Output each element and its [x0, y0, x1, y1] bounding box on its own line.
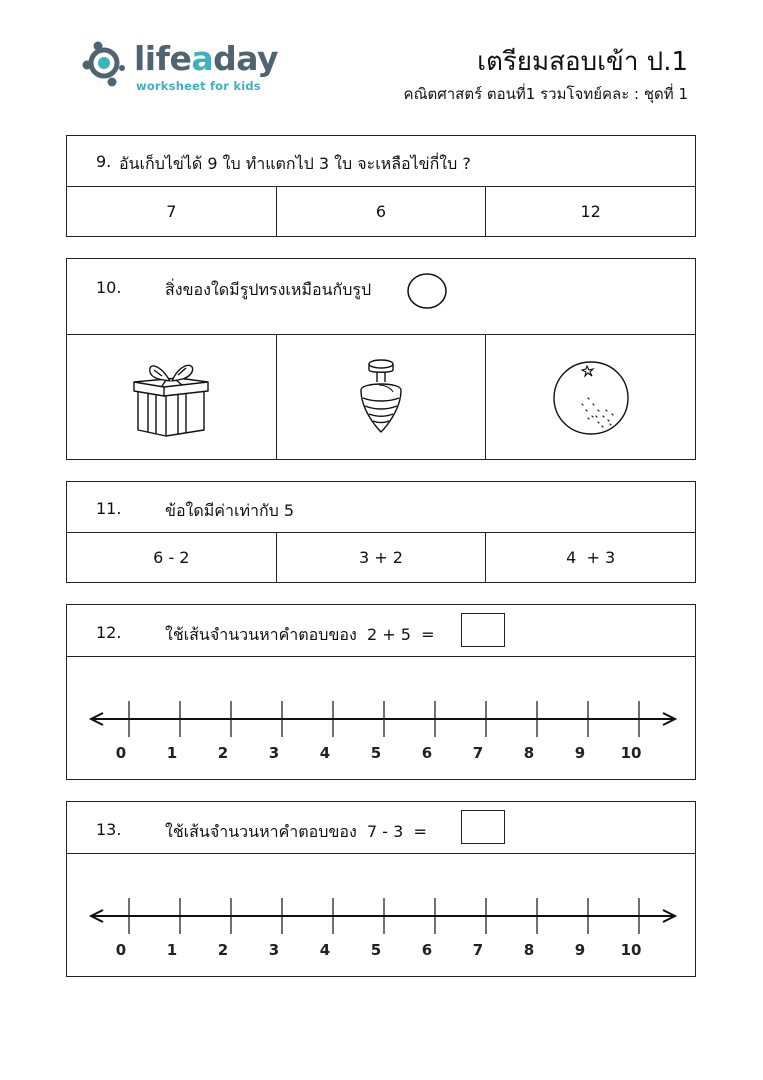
choice-c[interactable]: 4 + 3 — [485, 533, 695, 582]
tick-label: 2 — [217, 744, 229, 762]
question-text: ใช้เส้นจำนวนหาคำตอบของ 2 + 5 = — [165, 625, 435, 644]
question-text: สิ่งของใดมีรูปทรงเหมือนกับรูป — [165, 280, 372, 299]
number-line — [67, 854, 695, 976]
gift-box-icon — [126, 354, 216, 440]
tick-label: 9 — [574, 744, 586, 762]
tick-label: 6 — [421, 744, 433, 762]
tick-label: 6 — [421, 941, 433, 959]
choice-c[interactable]: 12 — [485, 187, 695, 236]
logo-wordmark: lifeaday — [134, 39, 279, 78]
choice-a[interactable]: 7 — [166, 202, 177, 221]
question-header — [67, 802, 695, 854]
question-number: 11. — [96, 499, 122, 518]
choice-a[interactable]: 6 - 2 — [153, 548, 190, 567]
question-11 — [66, 481, 696, 583]
tick-label: 0 — [115, 941, 127, 959]
tick-label: 2 — [217, 941, 229, 959]
circle-icon — [406, 272, 448, 310]
page-subtitle: คณิตศาสตร์ ตอนที่1 รวมโจทย์คละ : ชุดที่ 1 — [403, 85, 688, 103]
brand-logo — [82, 38, 282, 98]
tick-label: 10 — [620, 744, 642, 762]
question-number: 10. — [96, 278, 122, 297]
question-number: 9. — [96, 152, 112, 171]
choice-b[interactable] — [276, 335, 486, 459]
question-text: อันเก็บไข่ได้ 9 ใบ ทำแตกไป 3 ใบ จะเหลือไข่กี่ใบ ? — [119, 154, 471, 173]
number-line-area — [67, 657, 695, 779]
tick-label: 7 — [472, 941, 484, 959]
question-header — [67, 605, 695, 657]
question-number: 13. — [96, 820, 122, 839]
question-12 — [66, 604, 696, 780]
logo-molecule-icon — [82, 38, 134, 90]
question-text: ใช้เส้นจำนวนหาคำตอบของ 7 - 3 = — [165, 822, 427, 841]
question-text: ข้อใดมีค่าเท่ากับ 5 — [165, 501, 295, 520]
orange-fruit-icon — [548, 354, 634, 440]
page-title: เตรียมสอบเข้า ป.1 — [477, 47, 688, 77]
answer-box[interactable] — [461, 613, 505, 647]
tick-label: 5 — [370, 744, 382, 762]
number-line — [67, 657, 695, 779]
tick-label: 1 — [166, 744, 178, 762]
tick-label: 10 — [620, 941, 642, 959]
question-header — [67, 136, 695, 187]
choice-a[interactable] — [67, 335, 276, 459]
question-13 — [66, 801, 696, 977]
number-line-area — [67, 854, 695, 976]
choice-b[interactable]: 3 + 2 — [276, 533, 486, 582]
tick-label: 7 — [472, 744, 484, 762]
tick-label: 5 — [370, 941, 382, 959]
tick-label: 8 — [523, 941, 535, 959]
choice-b[interactable]: 6 — [276, 187, 486, 236]
tick-label: 4 — [319, 744, 331, 762]
tick-label: 1 — [166, 941, 178, 959]
spinning-top-icon — [351, 354, 411, 440]
tick-label: 9 — [574, 941, 586, 959]
choice-c[interactable] — [485, 335, 695, 459]
tick-label: 8 — [523, 744, 535, 762]
tick-label: 0 — [115, 744, 127, 762]
question-number: 12. — [96, 623, 122, 642]
question-9 — [66, 135, 696, 237]
tick-label: 4 — [319, 941, 331, 959]
answer-box[interactable] — [461, 810, 505, 844]
logo-tagline: worksheet for kids — [136, 79, 261, 93]
tick-label: 3 — [268, 744, 280, 762]
question-10 — [66, 258, 696, 460]
tick-label: 3 — [268, 941, 280, 959]
question-header — [67, 482, 695, 533]
question-header — [67, 259, 695, 335]
